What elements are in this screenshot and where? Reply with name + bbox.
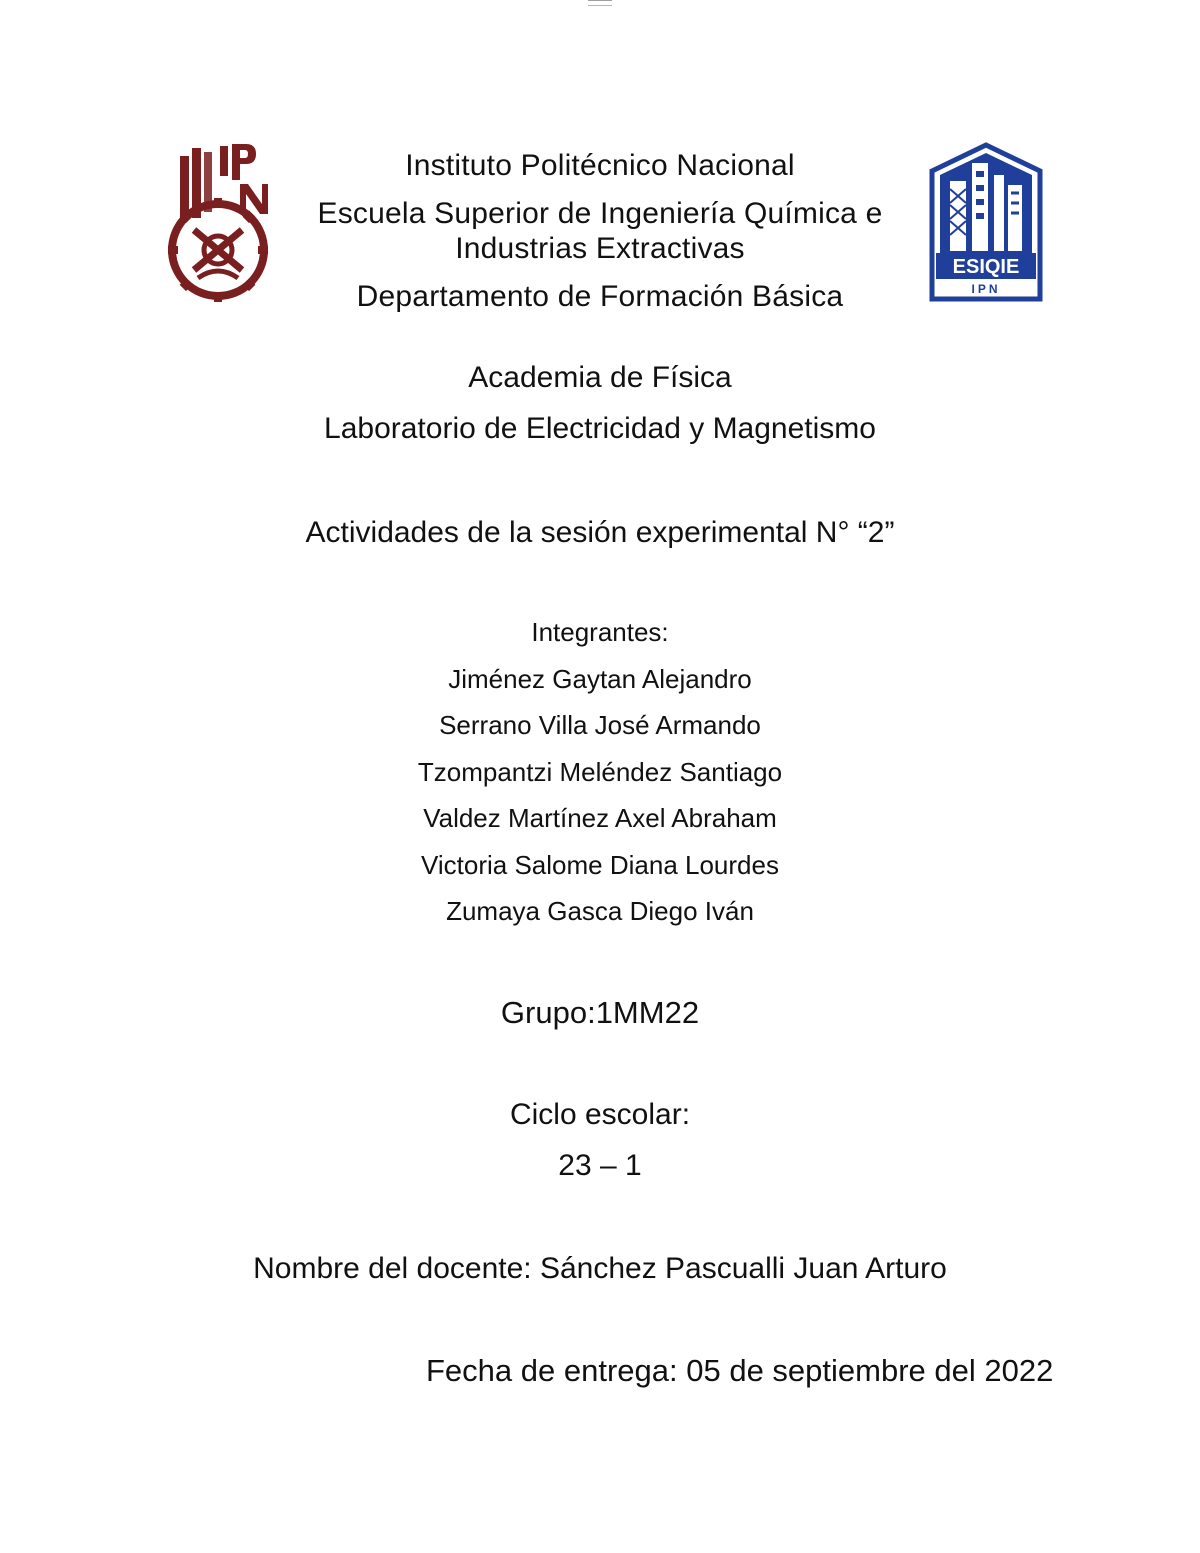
member-name: Serrano Villa José Armando [439, 710, 761, 740]
cycle-label: Ciclo escolar: [509, 1098, 691, 1131]
institution-name: Instituto Politécnico Nacional [405, 149, 795, 182]
group-text: Grupo:1MM22 [500, 995, 700, 1030]
esiqie-logo-subtext: IPN [971, 282, 1001, 296]
member-name: Victoria Salome Diana Lourdes [421, 850, 779, 880]
lab-name: Laboratorio de Electricidad y Magnetismo [324, 412, 876, 445]
delivery-date: Fecha de entrega: 05 de septiembre del 2022 [426, 1353, 1054, 1388]
member-name: Valdez Martínez Axel Abraham [423, 803, 777, 833]
esiqie-logo-text: ESIQIE [952, 256, 1020, 278]
teacher-name: Nombre del docente: Sánchez Pascualli Juan Arturo [253, 1252, 947, 1285]
member-name: Tzompantzi Meléndez Santiago [417, 757, 783, 787]
session-title: Actividades de la sesión experimental N° “2” [305, 516, 895, 549]
member-name: Zumaya Gasca Diego Iván [446, 896, 754, 926]
department-name: Departamento de Formación Básica [356, 280, 844, 313]
school-name-line2: Industrias Extractivas [455, 232, 745, 265]
academy-name: Academia de Física [468, 361, 732, 394]
members-label: Integrantes: [531, 617, 669, 647]
school-name-line1: Escuela Superior de Ingeniería Química e [317, 197, 883, 230]
member-name: Jiménez Gaytan Alejandro [448, 664, 752, 694]
cycle-value: 23 – 1 [558, 1149, 642, 1182]
page-top-mark [588, 0, 612, 6]
